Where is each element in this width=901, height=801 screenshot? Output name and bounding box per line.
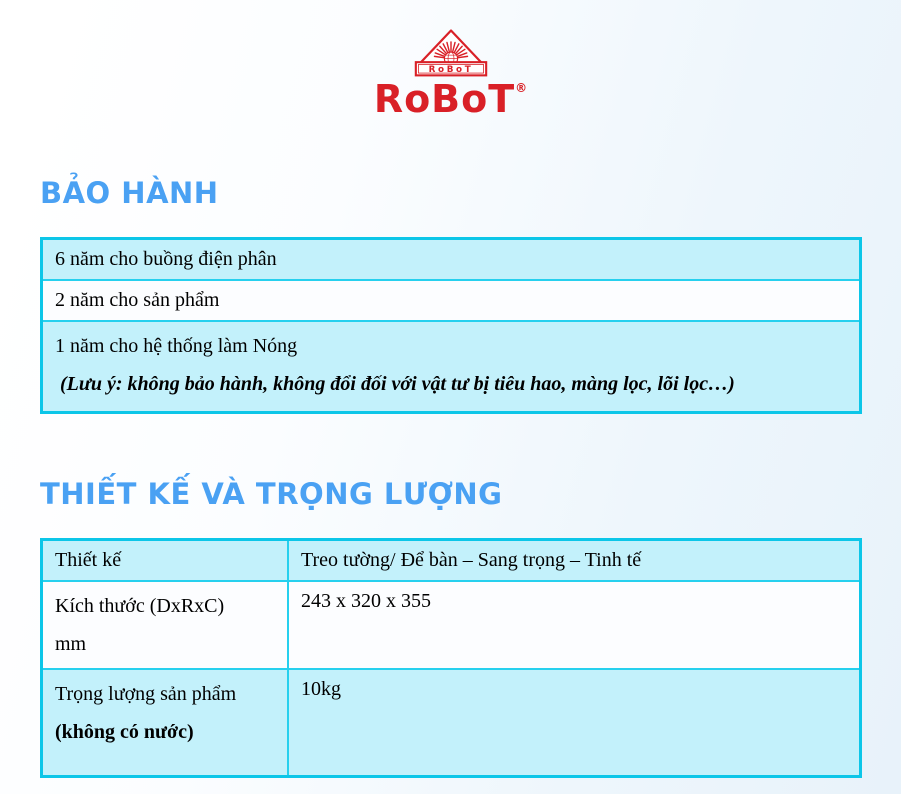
design-row-2-value: 243 x 320 x 355 <box>288 581 861 669</box>
table-row <box>42 669 861 777</box>
warranty-section-title: BẢO HÀNH <box>40 176 219 210</box>
warranty-row-3-cell <box>42 321 861 413</box>
warranty-table <box>40 237 862 414</box>
design-row-1-label: Thiết kế <box>42 540 289 582</box>
dimension-label-line-1: Kích thước (DxRxC) <box>55 595 225 617</box>
bottom-divider <box>0 794 901 801</box>
registered-mark-icon: ® <box>515 81 528 95</box>
table-row <box>42 540 861 582</box>
brand-name: RoBoT <box>373 77 516 121</box>
design-section-title: THIẾT KẾ VÀ TRỌNG LƯỢNG <box>40 477 503 511</box>
logo-badge-text: RoBoT <box>428 64 473 75</box>
warranty-row-3-text: 1 năm cho hệ thống làm Nóng <box>55 335 298 357</box>
weight-label-line-1: Trọng lượng sản phẩm <box>55 683 237 705</box>
design-table <box>40 538 862 778</box>
table-row <box>42 581 861 669</box>
brand-wordmark <box>373 71 528 121</box>
brand-logo <box>0 0 901 121</box>
design-row-3-value: 10kg <box>288 669 861 777</box>
warranty-row-1-cell: 6 năm cho buồng điện phân <box>42 239 861 281</box>
table-row <box>42 321 861 413</box>
design-row-3-label <box>42 669 289 777</box>
weight-label-line-2: (không có nước) <box>55 721 194 743</box>
design-row-2-label <box>42 581 289 669</box>
warranty-note: (Lưu ý: không bảo hành, không đổi đối với vật tư bị tiêu hao, màng lọc, lõi lọc…) <box>60 373 735 395</box>
warranty-row-2-cell: 2 năm cho sản phẩm <box>42 280 861 321</box>
dimension-label-line-2: mm <box>55 633 87 655</box>
design-row-1-value: Treo tường/ Để bàn – Sang trọng – Tinh tế <box>288 540 861 582</box>
table-row <box>42 280 861 321</box>
table-row <box>42 239 861 281</box>
